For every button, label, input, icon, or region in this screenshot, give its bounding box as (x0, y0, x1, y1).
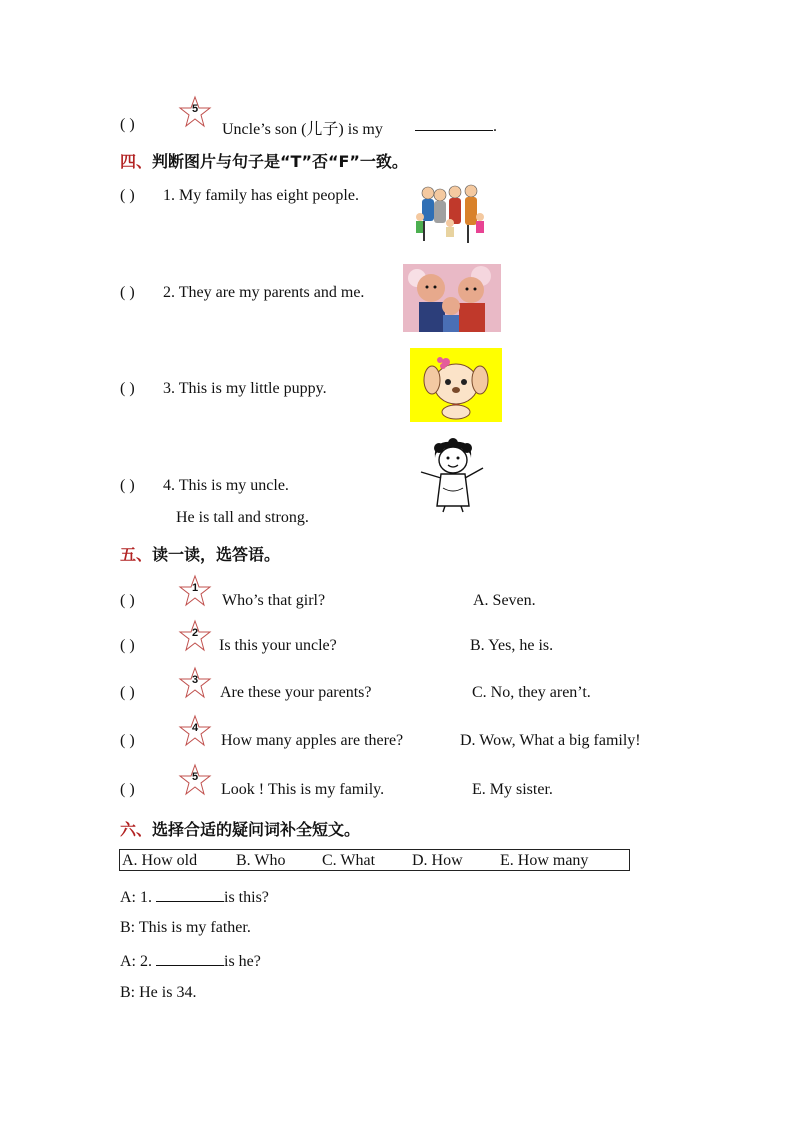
statement-text: 2. They are my parents and me. (163, 284, 365, 301)
answer-paren[interactable]: ( ) (120, 732, 135, 749)
fill-blank[interactable] (156, 887, 224, 902)
question-text: Is this your uncle? (219, 637, 337, 654)
section-6-title: 六、选择合适的疑问词补全短文。 (120, 820, 361, 839)
question-text: Are these your parents? (220, 684, 372, 701)
answer-paren[interactable]: ( ) (120, 684, 135, 701)
answer-paren[interactable]: ( ) (120, 477, 135, 494)
word-bank-box (119, 849, 630, 871)
answer-option: D. Wow, What a big family! (460, 732, 641, 749)
word-option: D. How (412, 852, 463, 869)
dialogue-line: B: This is my father. (120, 919, 251, 936)
statement-text: 4. This is my uncle. (163, 477, 289, 494)
question-text: How many apples are there? (221, 732, 404, 749)
word-option: B. Who (236, 852, 286, 869)
star-icon: 5 (178, 95, 212, 129)
star-icon: 5 (178, 763, 212, 797)
word-option: C. What (322, 852, 376, 869)
parents-and-me-picture (403, 264, 501, 332)
star-icon: 4 (178, 714, 212, 748)
answer-option: B. Yes, he is. (470, 637, 554, 654)
star-icon: 1 (178, 574, 212, 608)
answer-paren[interactable]: ( ) (120, 781, 135, 798)
answer-paren[interactable]: ( ) (120, 284, 135, 301)
star-icon: 3 (178, 666, 212, 700)
statement-text: 1. My family has eight people. (163, 187, 359, 204)
star-icon: 2 (178, 619, 212, 653)
question-text: Look ! This is my family. (221, 781, 385, 798)
dialogue-line: A: 1. is this? (120, 889, 269, 906)
question-text: Who’s that girl? (222, 592, 326, 609)
section-4-title: 四、判断图片与句子是“T”否“F”一致。 (120, 152, 408, 171)
section-5-title: 五、读一读，选答语。 (120, 545, 281, 564)
word-option: E. How many (500, 852, 589, 869)
answer-option: C. No, they aren’t. (472, 684, 591, 701)
answer-paren[interactable]: ( ) (120, 187, 135, 204)
puppy-picture (410, 348, 502, 422)
answer-option: E. My sister. (472, 781, 553, 798)
answer-paren[interactable]: ( ) (120, 116, 135, 133)
answer-option: A. Seven. (473, 592, 536, 609)
fill-blank[interactable] (156, 951, 224, 966)
statement-text-line2: He is tall and strong. (176, 509, 309, 526)
question-text: Uncle’s son (儿子) is my (222, 121, 383, 138)
answer-paren[interactable]: ( ) (120, 380, 135, 397)
family-picture (408, 183, 490, 245)
woman-drawing-picture (413, 438, 493, 514)
answer-paren[interactable]: ( ) (120, 637, 135, 654)
word-option: A. How old (122, 852, 198, 869)
dialogue-line: A: 2. is he? (120, 953, 261, 970)
statement-text: 3. This is my little puppy. (163, 380, 327, 397)
dialogue-line: B: He is 34. (120, 984, 197, 1001)
answer-blank[interactable]: . (415, 116, 497, 136)
answer-paren[interactable]: ( ) (120, 592, 135, 609)
